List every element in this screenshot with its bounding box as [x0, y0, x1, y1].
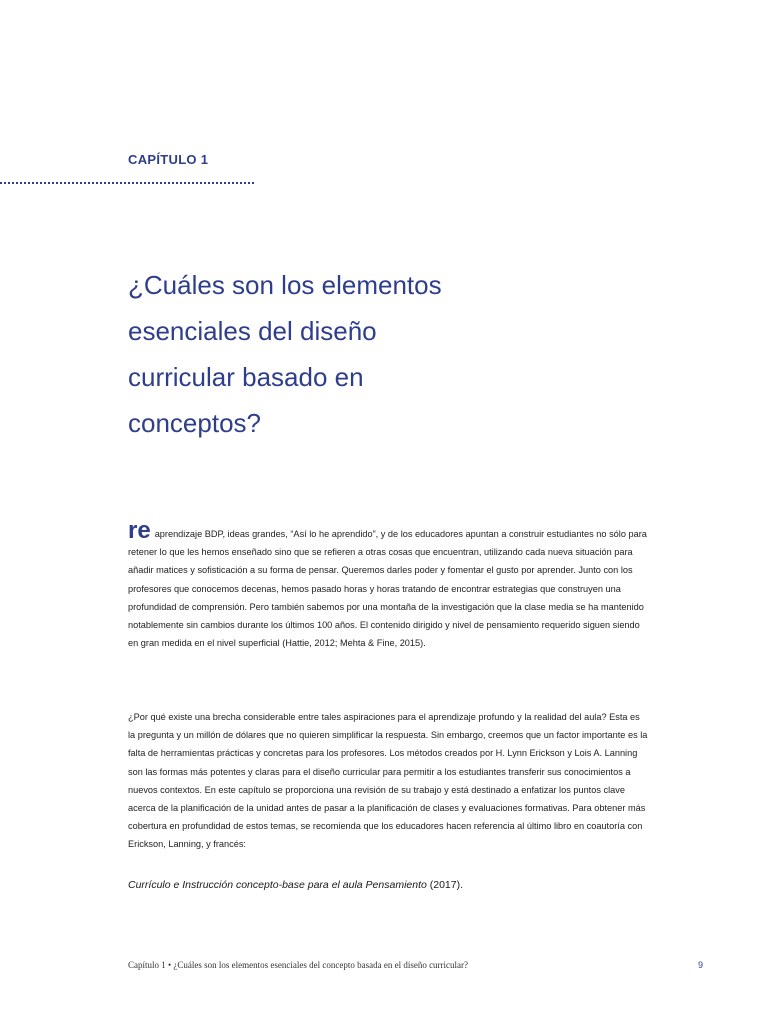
chapter-title-line-4: conceptos?: [128, 408, 261, 438]
chapter-label: CAPÍTULO 1: [128, 152, 209, 167]
body-paragraph-1: [128, 517, 648, 652]
running-footer: Capítulo 1 • ¿Cuáles son los elementos esenciales del concepto basada en el diseño curricular?: [128, 960, 469, 970]
dotted-divider: [0, 182, 254, 184]
drop-cap: re: [128, 517, 151, 544]
chapter-title: [128, 262, 628, 446]
chapter-title-line-2: esenciales del diseño: [128, 316, 377, 346]
body-paragraph-1-text: aprendizaje BDP, ideas grandes, “Así lo he aprendido”, y de los educadores apuntan a construir estudiantes no sólo para retener lo que les hemos enseñado sino que se refieren a otras cosas que encuentran, utilizando cada nueva situación para añadir matices y sofisticación a su forma de pensar. Queremos darles poder y fomentar el gusto por aprender. Junto con los profesores que conocemos decenas, hemos pasado horas y horas tratando de encontrar estrategias que construyen una profundidad de comprensión. Pero también sabemos por una montaña de la investigación que la clase media se ha mantenido notablemente sin cambios durante los últimos 100 años. El contenido dirigido y nivel de pensamiento requerido siguen siendo en gran medida en el nivel superficial (Hattie, 2012; Mehta & Fine, 2015).: [128, 529, 647, 649]
book-year: (2017).: [426, 879, 464, 891]
chapter-title-line-1: ¿Cuáles son los elementos: [128, 270, 442, 300]
book-title: Currículo e Instrucción concepto-base para el aula Pensamiento: [128, 879, 427, 891]
book-reference: [128, 879, 463, 891]
page-number: 9: [698, 960, 704, 970]
body-paragraph-2: ¿Por qué existe una brecha considerable entre tales aspiraciones para el aprendizaje profundo y la realidad del aula? Esta es la pregunta y un millón de dólares que no quieren simplificar la respuesta. Sin embargo, creemos que un factor importante es la falta de herramientas prácticas y concretas para los profesores. Los métodos creados por H. Lynn Erickson y Lois A. Lanning son las formas más potentes y claras para el diseño curricular para permitir a los estudiantes transferir sus conocimientos a nuevos contextos. En este capítulo se proporciona una revisión de su trabajo y está destinado a enfatizar los puntos clave acerca de la planificación de la unidad antes de pasar a la planificación de clases y evaluaciones formativas. Para obtener más cobertura en profundidad de estos temas, se recomienda que los educadores hacen referencia al último libro en coautoría con Erickson, Lanning, y francés:: [128, 712, 648, 850]
chapter-title-line-3: curricular basado en: [128, 362, 364, 392]
